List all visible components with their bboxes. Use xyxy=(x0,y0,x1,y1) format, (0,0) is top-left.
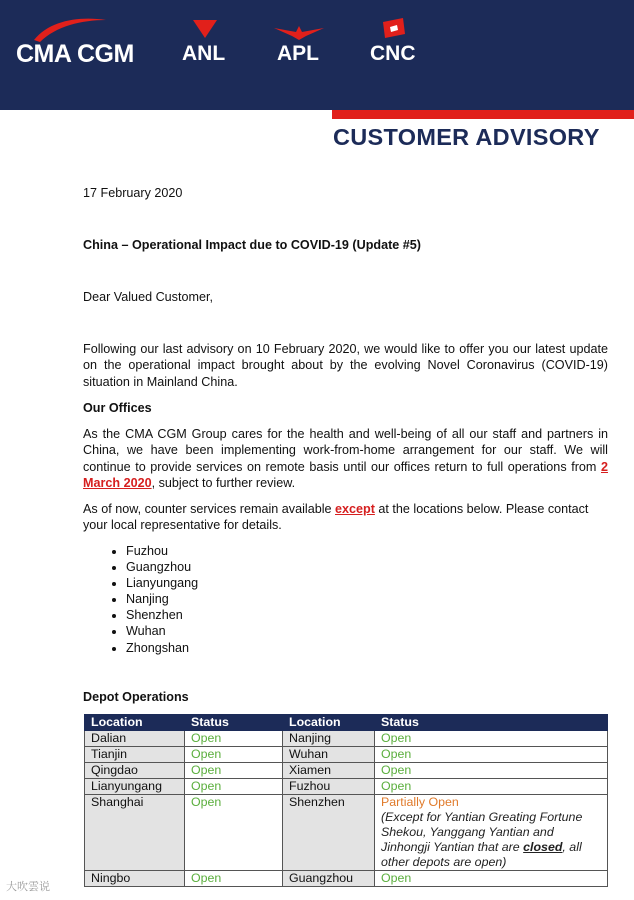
table-header-row xyxy=(85,715,608,731)
page-title: CUSTOMER ADVISORY xyxy=(333,124,600,150)
red-accent-strip xyxy=(332,110,634,119)
location-cell: Dalian xyxy=(85,731,185,747)
status-cell: Open xyxy=(185,795,283,871)
depot-table xyxy=(84,714,608,887)
status-cell xyxy=(375,795,608,871)
status-cell: Open xyxy=(185,763,283,779)
offices-text-b: , subject to further review. xyxy=(151,475,296,490)
offices-text-a: As the CMA CGM Group cares for the health and well-being of all our staff and partners in China, we have been implementing work-from-home arrangement for our staff. We will continue to provide services on remote basis until our offices return to full operations from xyxy=(83,427,608,474)
list-item: • Shenzhen xyxy=(126,607,198,623)
location-cell: Fuzhou xyxy=(283,779,375,795)
status-cell: Open xyxy=(375,731,608,747)
intro-paragraph: Following our last advisory on 10 February 2020, we would like to offer you our latest update on the operational impact brought about by the evolving Novel Coronavirus (COVID-19) situation in Mainland China. xyxy=(83,342,608,389)
list-item: • Guangzhou xyxy=(126,559,198,575)
office-location-list xyxy=(104,543,198,656)
location-cell: Xiamen xyxy=(283,763,375,779)
list-item: • Fuzhou xyxy=(126,543,198,559)
table-row xyxy=(85,779,608,795)
status-cell: Open xyxy=(375,871,608,887)
table-row xyxy=(85,763,608,779)
status-cell: Open xyxy=(185,731,283,747)
counter-services-paragraph xyxy=(83,501,608,534)
counter-text-a: As of now, counter services remain available xyxy=(83,502,332,516)
depot-heading: Depot Operations xyxy=(83,690,189,704)
header-bar xyxy=(0,0,634,110)
note-text-a: (Except for Yantian Greating Fortune Shekou, Yanggang Yantian and Jinhongji Yantian that are xyxy=(381,810,583,854)
apl-logo: APL xyxy=(277,42,319,65)
location-cell: Qingdao xyxy=(85,763,185,779)
status-cell: Open xyxy=(185,779,283,795)
anl-logo: ANL xyxy=(182,42,226,65)
list-item: • Wuhan xyxy=(126,623,198,639)
location-cell: Shenzhen xyxy=(283,795,375,871)
column-header: Location xyxy=(283,715,375,731)
advisory-date: 17 February 2020 xyxy=(83,186,183,200)
note-text-b: , all other depots are open) xyxy=(381,840,582,869)
table-row xyxy=(85,747,608,763)
status-cell: Open xyxy=(375,747,608,763)
advisory-subject: China – Operational Impact due to COVID-19 (Update #5) xyxy=(83,238,421,252)
status-cell: Open xyxy=(375,763,608,779)
table-row xyxy=(85,871,608,887)
location-cell: Guangzhou xyxy=(283,871,375,887)
table-row xyxy=(85,795,608,871)
location-cell: Nanjing xyxy=(283,731,375,747)
apl-eagle-icon xyxy=(274,26,324,40)
cma-cgm-logo: CMA CGM xyxy=(16,40,134,68)
offices-paragraph xyxy=(83,426,608,491)
location-cell: Tianjin xyxy=(85,747,185,763)
anl-triangle-icon xyxy=(193,20,217,38)
list-item: • Lianyungang xyxy=(126,575,198,591)
table-row xyxy=(85,731,608,747)
location-cell: Lianyungang xyxy=(85,779,185,795)
counter-text-b: at the locations below. Please contact your local representative for details. xyxy=(83,502,589,533)
reopen-date: 2 March 2020 xyxy=(83,459,608,490)
cnc-logo: CNC xyxy=(370,42,416,65)
closed-emphasis: closed xyxy=(523,840,563,854)
offices-heading: Our Offices xyxy=(83,401,152,415)
list-item: • Nanjing xyxy=(126,591,198,607)
column-header: Status xyxy=(375,715,608,731)
location-cell: Shanghai xyxy=(85,795,185,871)
column-header: Status xyxy=(185,715,283,731)
partial-status: Partially Open xyxy=(381,795,459,809)
salutation: Dear Valued Customer, xyxy=(83,290,213,304)
except-emphasis: except xyxy=(335,502,375,516)
location-cell: Wuhan xyxy=(283,747,375,763)
cnc-flag-icon xyxy=(381,18,407,38)
status-cell: Open xyxy=(185,747,283,763)
watermark: 大吹雲说 xyxy=(6,881,50,893)
depot-exception-note xyxy=(381,810,601,870)
list-item: • Zhongshan xyxy=(126,640,198,656)
status-cell: Open xyxy=(375,779,608,795)
column-header: Location xyxy=(85,715,185,731)
status-cell: Open xyxy=(185,871,283,887)
location-cell: Ningbo xyxy=(85,871,185,887)
